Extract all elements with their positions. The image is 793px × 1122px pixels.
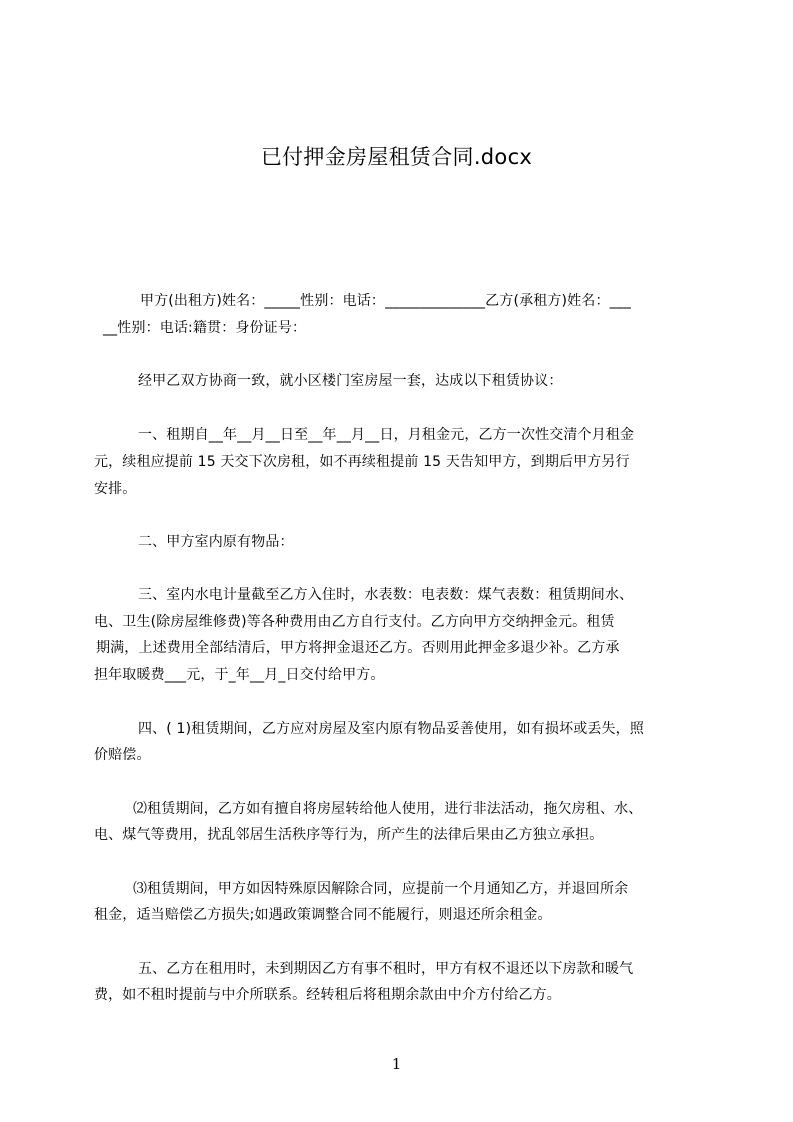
page-number: 1 (391, 1055, 402, 1073)
clause-5-line-1: 五、乙方在租用时，未到期因乙方有事不租时，甲方有权不退还以下房款和暖气 (138, 961, 634, 977)
paragraph-intro-line-1: 经甲乙双方协商一致，就小区楼门室房屋一套，达成以下租赁协议： (138, 373, 563, 389)
clause-1-line-1: 一、租期自__年__月__日至__年__月__日，月租金元，乙方一次性交清个月租金 (138, 427, 635, 443)
clause-5-line-2: 费，如不租时提前与中介所联系。经转租后将租期余款由中介方付给乙方。 (94, 987, 561, 1003)
paragraph-parties-line-1: 甲方(出租方)姓名：_____性别：电话：______________乙方(承租方)姓名：___ (140, 293, 632, 309)
clause-4-1-line-2: 价赔偿。 (94, 747, 151, 763)
clause-3-line-4: 担年取暖费___元，于_年__月_日交付给甲方。 (94, 667, 385, 683)
clause-4-2-line-1: ⑵租赁期间，乙方如有擅自将房屋转给他人使用，进行非法活动，拖欠房租、水、 (133, 801, 643, 817)
document-title: 已付押金房屋租赁合同.docx (260, 145, 533, 169)
clause-1-line-3: 安排。 (94, 481, 137, 497)
clause-4-2-line-2: 电、煤气等费用，扰乱邻居生活秩序等行为，所产生的法律后果由乙方独立承担。 (94, 827, 604, 843)
clause-4-1-line-1: 四、( 1)租赁期间，乙方应对房屋及室内原有物品妥善使用，如有损坏或丢失，照 (138, 721, 644, 737)
clause-4-3-line-1: ⑶租赁期间，甲方如因特殊原因解除合同，应提前一个月通知乙方，并退回所余 (133, 881, 629, 897)
clause-2-line-1: 二、甲方室内原有物品： (138, 534, 294, 550)
paragraph-parties-line-2: __性别：电话:籍贯：身份证号： (103, 320, 307, 336)
clause-1-line-2: 元，续租应提前 15 天交下次房租，如不再续租提前 15 天告知甲方，到期后甲方另行 (94, 454, 630, 470)
clause-4-3-line-2: 租金，适当赔偿乙方损失;如遇政策调整合同不能履行，则退还所余租金。 (94, 907, 552, 923)
clause-3-line-2: 电、卫生(除房屋维修费)等各种费用由乙方自行支付。乙方向甲方交纳押金元。租赁 (94, 614, 615, 630)
clause-3-line-1: 三、室内水电计量截至乙方入住时，水表数：电表数：煤气表数：租赁期间水、 (138, 587, 634, 603)
clause-3-line-3: 期满，上述费用全部结清后，甲方将押金退还乙方。否则用此押金多退少补。乙方承 (96, 640, 620, 656)
